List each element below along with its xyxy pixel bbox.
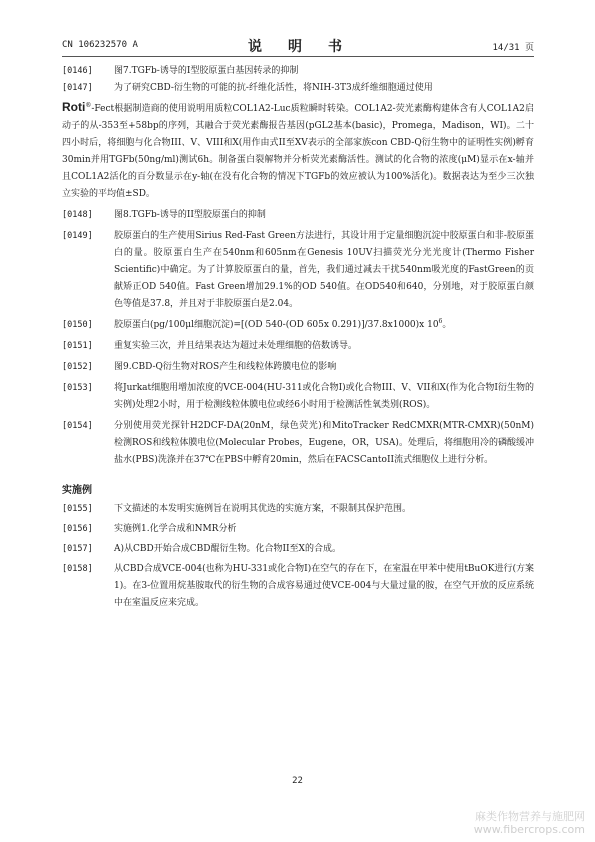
paragraph-number: [0153] — [62, 383, 93, 393]
paragraph-text: 下文描述的本发明实施例旨在说明其优选的实施方案，不限制其保护范围。 — [114, 504, 412, 514]
paragraph-text: 为了研究CBD-衍生物的可能的抗-纤维化活性，将NIH-3T3成纤维细胞通过使用 — [114, 83, 433, 93]
page-header — [62, 38, 534, 54]
section-title: 实施例 — [62, 485, 92, 496]
document-title: 说 明 书 — [248, 39, 348, 55]
paragraph-text: 将Jurkat细胞用增加浓度的VCE-004(HU-311或化合物I)或化合物III、V、VII和X(作为化合物I衍生物的实例)处理2小时，用于检测线粒体膜电位或经6小时用于检测活性氧类别(ROS)。 — [114, 383, 534, 410]
paragraph-number: [0158] — [62, 564, 93, 574]
paragraph-number: [0149] — [62, 231, 93, 241]
paragraph — [62, 521, 534, 538]
paragraph-text: 重复实验三次，并且结果表达为超过未处理细胞的倍数诱导。 — [114, 341, 358, 351]
document-body — [62, 61, 534, 612]
paragraph-number: [0150] — [62, 320, 93, 330]
paragraph-continuation — [62, 99, 534, 203]
paragraph-number: [0156] — [62, 524, 93, 534]
paragraph-text: 胶原蛋白的生产使用Sirius Red-Fast Green方法进行，其设计用于定量细胞沉淀中胶原蛋白和非-胶原蛋白的量。胶原蛋白生产在540nm和605nm在Genesis 10UV扫描荧光分光光度计(Thermo Fisher Scientific)中确定。为了计算胶原蛋白的量，首先，我们通过减去干扰540nm吸光度的FastGreen的贡献矫正OD 540值。Fast Green增加29.1%的OD 540值。在OD540和640，分别地，对于胶原蛋白颜色等值是37.8，并且对于非胶原蛋白是2.04。 — [114, 231, 534, 309]
paragraph — [62, 228, 534, 313]
paragraph-number: [0147] — [62, 83, 93, 93]
paragraph — [62, 359, 534, 376]
formula-text: 胶原蛋白(pg/100μl细胞沉淀)=[(OD 540-(OD 605x 0.291)]/37.8x1000)x 10 — [114, 320, 439, 330]
paragraph-text: 图9.CBD-Q衍生物对ROS产生和线粒体跨膜电位的影响 — [114, 362, 337, 372]
paragraph — [62, 418, 534, 469]
registered-mark: ® — [85, 102, 92, 109]
paragraph-text: -Fect根据制造商的使用说明用质粒COL1A2-Luc质粒瞬时转染。COL1A2-荧光素酶构建体含有人COL1A2启动子的从-353至+58bp的序列，其融合于荧光素酶报告基因(pGL2基本(basic)，Promega，Madison，WI)。二十四小时后，将细胞与化合物III、V、VIII和X(用作由式II至XV表示的全部家族con CBD-Q衍生物中的证明性实例)孵育30min并用TGFb(50ng/ml)测试6h。制备蛋白裂解物并分析荧光素酶活性。测试的化合物的浓度(μM)显示在x-轴并且COL1A2活化的百分数显示在y-轴(在没有化合物的情况下TGFb的效应被认为100%活化)。数据表达为至少三次独立实验的平均值±SD。 — [62, 104, 534, 199]
roti-brand-logo: Roti — [62, 100, 86, 114]
paragraph-number: [0151] — [62, 341, 93, 351]
paragraph-number: [0146] — [62, 66, 93, 76]
paragraph-text: 图8.TGFb-诱导的II型胶原蛋白的抑制 — [114, 210, 266, 220]
paragraph-number: [0152] — [62, 362, 93, 372]
paragraph — [62, 63, 534, 80]
paragraph — [62, 380, 534, 414]
paragraph — [62, 541, 534, 558]
paragraph — [62, 317, 534, 334]
paragraph-text: 实施例1.化学合成和NMR分析 — [114, 524, 237, 534]
header-rule — [62, 56, 534, 57]
watermark-url: www.fibercrops.com — [473, 823, 585, 836]
paragraph-text: 分别使用荧光探针H2DCF-DA(20nM，绿色荧光)和MitoTracker RedCMXR(MTR-CMXR)(50nM)检测ROS和线粒体膜电位(Molecular Probes，Eugene，OR，USA)。处理后，将细胞用冷的磷酸缓冲盐水(PBS)洗涤并在37℃在PBS中孵育20min，然后在FACSCantoII流式细胞仪上进行分析。 — [114, 421, 534, 465]
paragraph-number: [0157] — [62, 544, 93, 554]
paragraph — [62, 561, 534, 612]
paragraph-text: 图7.TGFb-诱导的I型胶原蛋白基因转录的抑制 — [114, 66, 299, 76]
site-watermark — [474, 810, 585, 836]
formula-exponent: 6 — [438, 318, 443, 325]
paragraph — [62, 501, 534, 518]
formula-tail: 。 — [442, 320, 452, 330]
paragraph-text: 从CBD合成VCE-004(也称为HU-331或化合物I)在空气的存在下，在室温在甲苯中使用tBuOK进行(方案1)。在3-位置用烷基胺取代的衍生物的合成容易通过使VCE-004与大量过量的胺，在空气开放的反应系统中在室温反应来完成。 — [114, 564, 534, 608]
paragraph — [62, 80, 534, 97]
watermark-line: 麻类作物营养与施肥网 — [475, 810, 585, 823]
patent-number: CN 106232570 A — [62, 40, 138, 50]
paragraph-text: A)从CBD开始合成CBD醌衍生物。化合物II至X的合成。 — [114, 544, 341, 554]
paragraph-number: [0154] — [62, 421, 93, 431]
page-number: 22 — [292, 776, 303, 786]
page-indicator: 14/31 页 — [492, 43, 534, 53]
paragraph — [62, 207, 534, 224]
paragraph-number: [0155] — [62, 504, 93, 514]
paragraph-number: [0148] — [62, 210, 93, 220]
paragraph — [62, 338, 534, 355]
